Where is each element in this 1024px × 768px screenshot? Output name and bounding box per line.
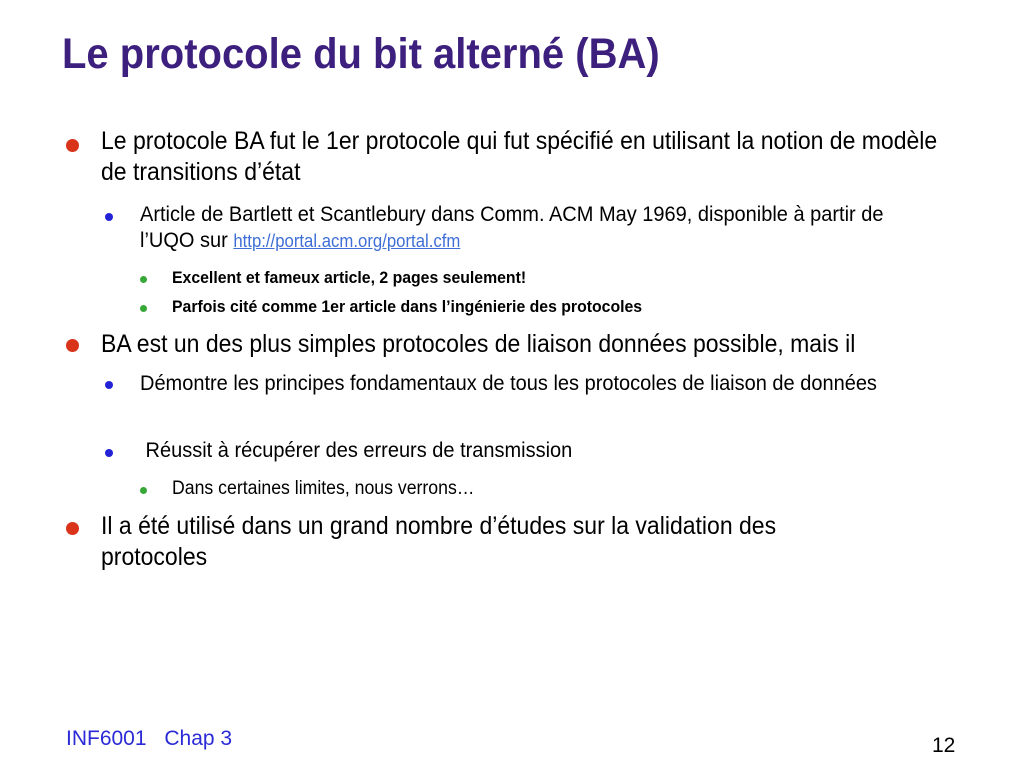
bullet-text-1-1 [140, 201, 931, 253]
bullet-level3-icon [140, 276, 147, 283]
bullet-text-1-1-1: Excellent et fameux article, 2 pages seulement! [172, 268, 527, 287]
bullet-text-1: Le protocole BA fut le 1er protocole qui fut spécifié en utilisant la notion de modèle de transitions d’état [101, 127, 938, 186]
bullet-text-2-1: Démontre les principes fondamentaux de tous les protocoles de liaison de données [140, 371, 877, 395]
slide-title: Le protocole du bit alterné (BA) [62, 30, 660, 78]
bullet-level1-icon [66, 339, 79, 352]
bullet-text-2-2: Réussit à récupérer des erreurs de transmission [140, 438, 573, 462]
bullet-level2-icon [105, 381, 113, 389]
bullet-text-3: Il a été utilisé dans un grand nombre d’études sur la validation des protocoles [101, 512, 777, 571]
bullet-level3-icon [140, 487, 147, 494]
slide-number: 12 [932, 734, 956, 757]
bullet-text-2: BA est un des plus simples protocoles de liaison données possible, mais il [101, 330, 856, 358]
bullet-text-1-1-label: Article de Bartlett et Scantlebury dans Comm. ACM May 1969, disponible à partir de l’UQO sur [140, 202, 884, 253]
bullet-level1-icon [66, 522, 79, 535]
footer-course: INF6001 [66, 727, 147, 750]
bullet-text-1-1-2: Parfois cité comme 1er article dans l’ingénierie des protocoles [172, 297, 643, 316]
bullet-level1-icon [66, 139, 79, 152]
acm-portal-link[interactable]: http://portal.acm.org/portal.cfm [233, 231, 461, 252]
bullet-text-2-2-1: Dans certaines limites, nous verrons… [172, 478, 475, 499]
bullet-level2-icon [105, 213, 113, 221]
bullet-level3-icon [140, 305, 147, 312]
footer-chapter: Chap 3 [164, 727, 233, 750]
footer-course-info [66, 727, 232, 751]
bullet-level2-icon [105, 449, 113, 457]
